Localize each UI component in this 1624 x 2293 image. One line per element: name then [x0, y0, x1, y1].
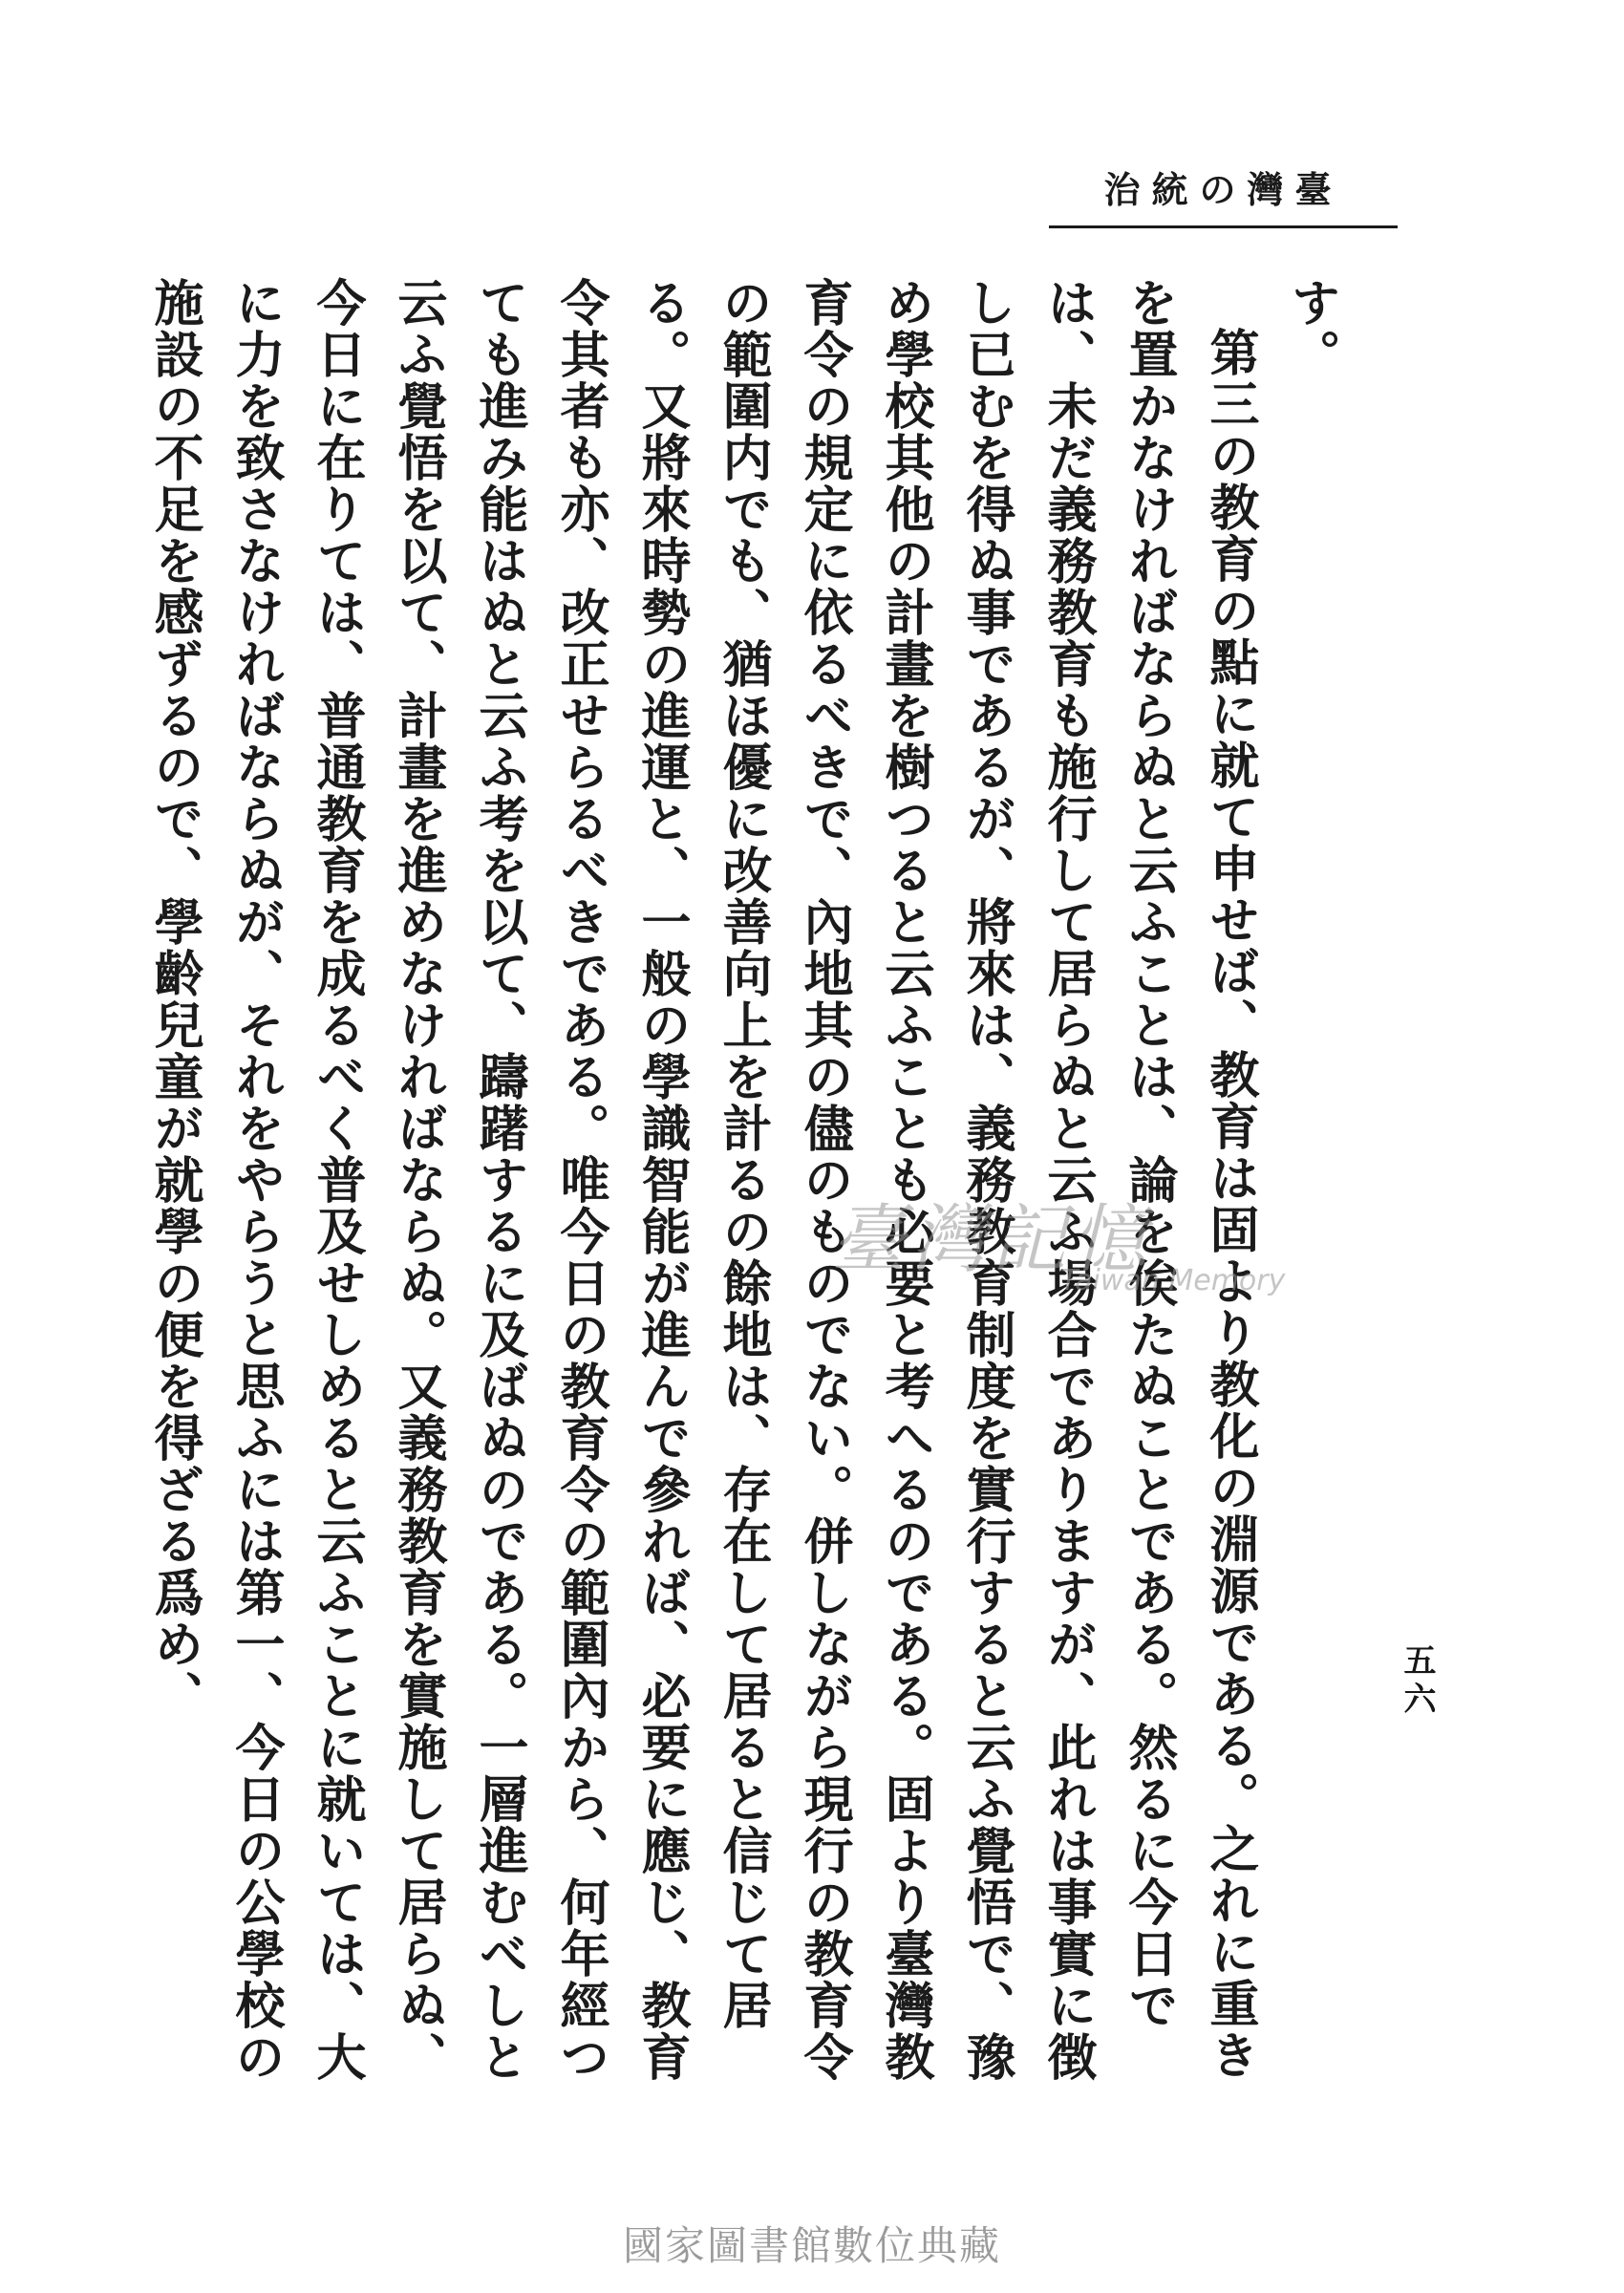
- watermark-english: Taiwan Memory: [1060, 1264, 1286, 1297]
- running-header: [1049, 158, 1398, 215]
- watermark-chinese: 臺灣記憶: [831, 1197, 1153, 1283]
- lead-line: す。: [1282, 277, 1340, 380]
- footer-credit: 國家圖書館數位典藏: [622, 2222, 1001, 2269]
- header-rule: [1049, 225, 1398, 228]
- body-text: [145, 277, 1352, 2083]
- body-paragraph: 第三の教育の點に就て申せば、教育は固より教化の淵源である。之れに重きを置かなければならぬと云ふことは、論を俟たぬことである。然るに今日では、未だ義務教育も施行して居らぬと云ふ場合でありますが、此れは事實に徴し已むを得ぬ事であるが、將來は、義務教育制度を實行すると云ふ覺悟で、豫め學校其他の計畫を樹つると云ふことも必要と考へるのである。固より臺灣教育令の規定に依るべきで、內地其の儘のものでない。併しながら現行の教育令の範圍内でも、猶ほ優に改善向上を計るの餘地は、存在して居ると信じて居る。又將來時勢の進運と、一般の學識智能が進んで參れば、必要に應じ、教育令其者も亦、改正せらるべきである。唯今日の教育令の範圍內から、何年經つても進み能はぬと云ふ考を以て、躊躇するに及ばぬのである。一層進むべしと云ふ覺悟を以て、計畫を進めなければならぬ。又義務教育を實施して居らぬ、今日に在りては、普通教育を成るべく普及せしめると云ふことに就いては、大に力を致さなければならぬが、それをやらうと思ふには第一、今日の公學校の施設の不足を感ずるので、學齡兒童が就學の便を得ざる爲め、: [145, 277, 1259, 2083]
- running-header-title: 臺灣の統治: [1103, 167, 1343, 211]
- page-number: 五六: [1398, 1643, 1436, 1720]
